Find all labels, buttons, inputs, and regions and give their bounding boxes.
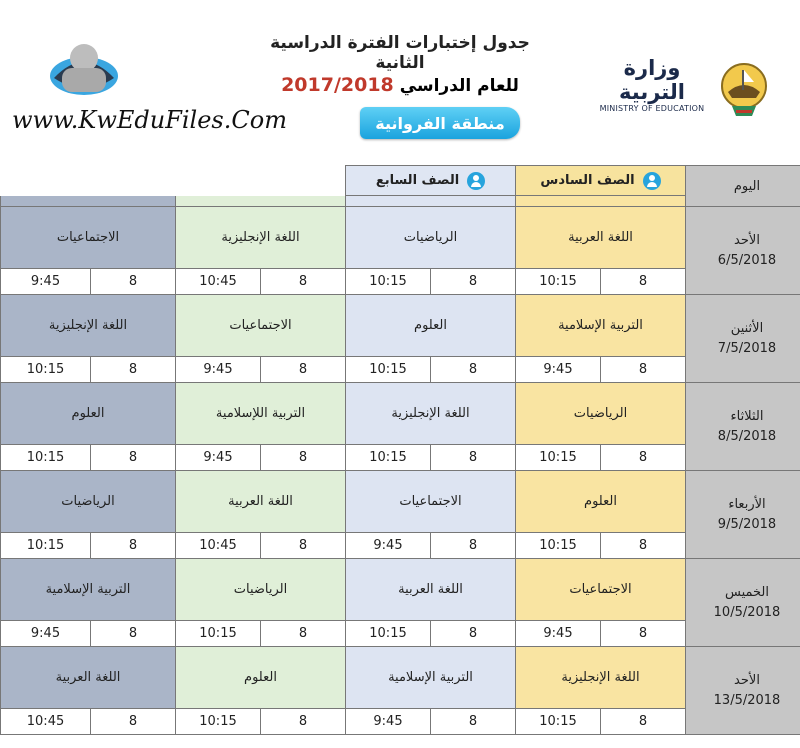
- header-empty: [1, 166, 346, 196]
- period-cell: 8: [431, 269, 516, 295]
- region-badge: منطقة الفروانية: [360, 107, 520, 139]
- ministry-logo-text: [596, 56, 708, 113]
- subject-cell: الرياضيات: [1, 471, 176, 533]
- period-cell: 8: [601, 357, 686, 383]
- subject-cell: التربية الإسلامية: [1, 559, 176, 621]
- time-cell: 10:15: [516, 445, 601, 471]
- day-name: الأحد: [734, 232, 760, 248]
- subject-cell: العلوم: [1, 383, 176, 445]
- year-value: 2017/2018: [281, 74, 394, 96]
- day-name: الأحد: [734, 672, 760, 688]
- subject-cell: اللغة الإنجليزية: [176, 207, 346, 269]
- period-cell: 8: [91, 533, 176, 559]
- day-date: 6/5/2018: [717, 252, 777, 268]
- day-date: 13/5/2018: [713, 692, 781, 708]
- grade7-label: الصف السابع: [375, 173, 460, 188]
- period-cell: 8: [601, 533, 686, 559]
- subject-cell: الرياضيات: [176, 559, 346, 621]
- avatar-logo-icon: [44, 36, 124, 98]
- table-row-times: [1, 709, 800, 735]
- table-row: [1, 207, 800, 269]
- subject-cell: التربية الإسلامية: [346, 647, 516, 709]
- time-cell: 10:15: [1, 533, 91, 559]
- user-icon: [643, 172, 661, 190]
- subject-cell: اللغة الإنجليزية: [516, 647, 686, 709]
- table-row-times: [1, 621, 800, 647]
- period-cell: 8: [261, 269, 346, 295]
- table-row: [1, 559, 800, 621]
- table-row-times: [1, 357, 800, 383]
- day-cell: [686, 647, 800, 735]
- time-cell: 10:15: [176, 709, 261, 735]
- subject-cell: الرياضيات: [346, 207, 516, 269]
- period-cell: 8: [431, 621, 516, 647]
- grade6-label: الصف السادس: [540, 173, 635, 188]
- strip: [346, 196, 516, 207]
- time-cell: 10:15: [516, 269, 601, 295]
- subject-cell: الاجتماعيات: [1, 207, 176, 269]
- year-label: للعام الدراسي: [399, 76, 519, 96]
- subject-cell: اللغة العربية: [346, 559, 516, 621]
- time-cell: 9:45: [516, 621, 601, 647]
- time-cell: 9:45: [1, 269, 91, 295]
- subject-cell: التربية اللإسلامية: [176, 383, 346, 445]
- period-cell: 8: [261, 533, 346, 559]
- subject-cell: اللغة العربية: [1, 647, 176, 709]
- time-cell: 10:15: [346, 445, 431, 471]
- table-row-times: [1, 269, 800, 295]
- time-cell: 10:15: [516, 533, 601, 559]
- period-cell: 8: [91, 357, 176, 383]
- time-cell: 9:45: [176, 357, 261, 383]
- time-cell: 10:15: [346, 621, 431, 647]
- table-row-times: [1, 445, 800, 471]
- day-name: الأربعاء: [728, 496, 766, 512]
- table-row: [1, 647, 800, 709]
- table-header-row: [1, 166, 800, 196]
- period-cell: 8: [601, 621, 686, 647]
- grade6-header: [516, 166, 686, 196]
- time-cell: 9:45: [516, 357, 601, 383]
- period-cell: 8: [431, 357, 516, 383]
- table-row-times: [1, 533, 800, 559]
- day-cell: [686, 471, 800, 559]
- day-date: 9/5/2018: [717, 516, 777, 532]
- subject-cell: العلوم: [176, 647, 346, 709]
- subject-cell: التربية الإسلامية: [516, 295, 686, 357]
- period-cell: 8: [91, 621, 176, 647]
- time-cell: 10:15: [516, 709, 601, 735]
- subject-cell: اللغة العربية: [516, 207, 686, 269]
- period-cell: 8: [601, 269, 686, 295]
- time-cell: 10:15: [176, 621, 261, 647]
- website-text: www.KwEduFiles.Com: [12, 106, 287, 134]
- period-cell: 8: [431, 709, 516, 735]
- time-cell: 10:15: [346, 269, 431, 295]
- time-cell: 9:45: [176, 445, 261, 471]
- day-cell: [686, 295, 800, 383]
- subject-cell: الرياضيات: [516, 383, 686, 445]
- time-cell: 10:45: [1, 709, 91, 735]
- ministry-name-ar: وزارة التربية: [619, 56, 685, 104]
- subject-cell: الاجتماعيات: [176, 295, 346, 357]
- table-row: [1, 471, 800, 533]
- time-cell: 10:45: [176, 269, 261, 295]
- period-cell: 8: [261, 445, 346, 471]
- header-strip-row: [1, 196, 800, 207]
- time-cell: 10:15: [1, 445, 91, 471]
- subject-cell: العلوم: [516, 471, 686, 533]
- period-cell: 8: [91, 445, 176, 471]
- exam-schedule-table: [0, 165, 800, 735]
- user-icon: [467, 172, 485, 190]
- strip: [516, 196, 686, 207]
- day-name: الثلاثاء: [730, 408, 764, 424]
- day-date: 7/5/2018: [717, 340, 777, 356]
- subject-cell: اللغة العربية: [176, 471, 346, 533]
- period-cell: 8: [91, 709, 176, 735]
- period-cell: 8: [431, 445, 516, 471]
- subject-cell: اللغة الإنجليزية: [346, 383, 516, 445]
- day-name: الخميس: [725, 584, 769, 600]
- period-cell: 8: [601, 445, 686, 471]
- table-row: [1, 295, 800, 357]
- subject-cell: اللغة الإنجليزية: [1, 295, 176, 357]
- time-cell: 9:45: [346, 533, 431, 559]
- period-cell: 8: [261, 709, 346, 735]
- time-cell: 9:45: [1, 621, 91, 647]
- page-title: جدول إختبارات الفترة الدراسية الثانية: [270, 33, 530, 73]
- time-cell: 10:15: [346, 357, 431, 383]
- subject-cell: الاجتماعيات: [346, 471, 516, 533]
- kuwait-emblem-icon: [718, 58, 770, 120]
- time-cell: 9:45: [346, 709, 431, 735]
- day-cell: [686, 207, 800, 295]
- period-cell: 8: [601, 709, 686, 735]
- day-cell: [686, 383, 800, 471]
- day-name: الأثنين: [730, 320, 764, 336]
- time-cell: 10:15: [1, 357, 91, 383]
- period-cell: 8: [261, 357, 346, 383]
- period-cell: 8: [431, 533, 516, 559]
- day-date: 10/5/2018: [713, 604, 781, 620]
- table-row: [1, 383, 800, 445]
- day-header: اليوم: [686, 166, 800, 207]
- academic-year: [280, 74, 520, 96]
- time-cell: 10:45: [176, 533, 261, 559]
- subject-cell: العلوم: [346, 295, 516, 357]
- period-cell: 8: [91, 269, 176, 295]
- ministry-name-en: MINISTRY OF EDUCATION: [599, 104, 705, 113]
- grade7-header: [346, 166, 516, 196]
- period-cell: 8: [261, 621, 346, 647]
- day-cell: [686, 559, 800, 647]
- day-date: 8/5/2018: [717, 428, 777, 444]
- subject-cell: الاجتماعيات: [516, 559, 686, 621]
- strip: [1, 196, 176, 207]
- strip: [176, 196, 346, 207]
